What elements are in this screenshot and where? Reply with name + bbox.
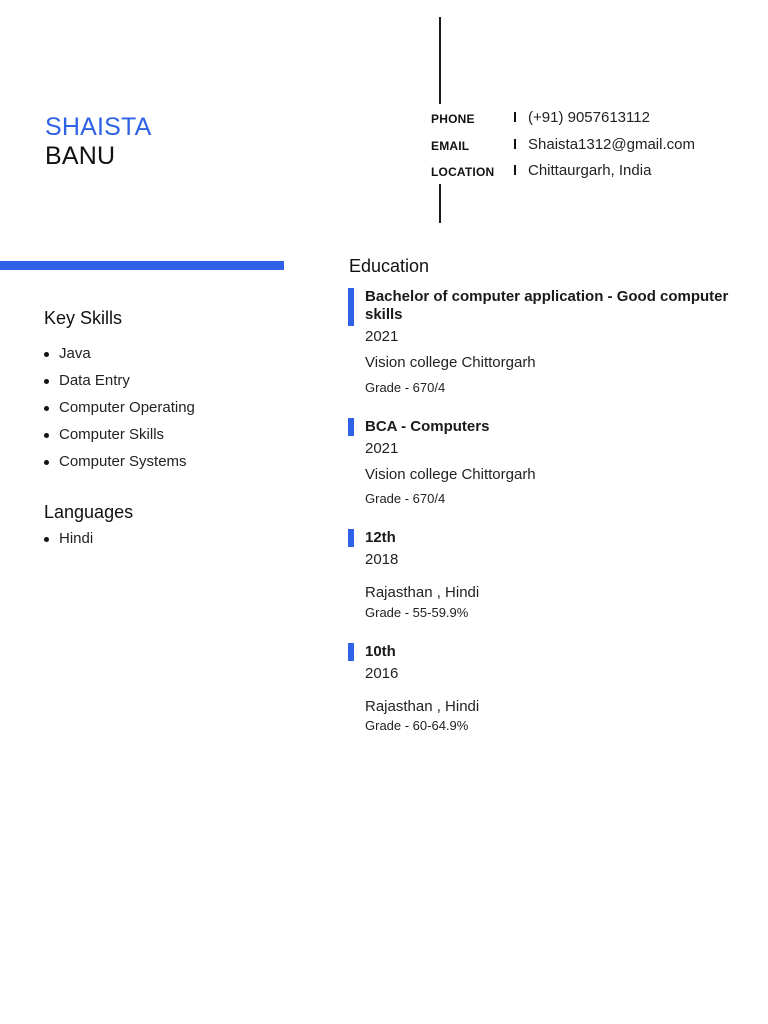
contact-value: (+91) 9057613112 xyxy=(528,109,650,126)
education-title: Education xyxy=(349,256,430,276)
education-year: 2021 xyxy=(365,328,399,345)
education-year: 2016 xyxy=(365,665,399,682)
education-degree: BCA - Computers xyxy=(365,418,490,435)
education-marker xyxy=(348,288,354,326)
contact-separator xyxy=(514,139,516,149)
last-name: BANU xyxy=(45,142,116,170)
education-grade: Grade - 55-59.9% xyxy=(365,605,469,620)
divider-line-top xyxy=(439,17,441,104)
divider-line-bottom xyxy=(439,184,441,223)
education-entry xyxy=(348,643,748,737)
education-year: 2018 xyxy=(365,551,399,568)
language-item: Hindi xyxy=(44,530,93,557)
contact-separator xyxy=(514,165,516,175)
skill-item: Data Entry xyxy=(44,372,195,399)
contact-label: PHONE xyxy=(431,112,475,126)
education-school: Rajasthan , Hindi xyxy=(365,584,480,601)
education-marker xyxy=(348,529,354,547)
education-school: Vision college Chittorgarh xyxy=(365,354,536,371)
skills-list xyxy=(44,345,195,480)
education-school: Vision college Chittorgarh xyxy=(365,466,536,483)
skills-title: Key Skills xyxy=(44,308,123,328)
contact-phone xyxy=(431,109,761,131)
first-name: SHAISTA xyxy=(45,113,152,141)
contact-value: Shaista1312@gmail.com xyxy=(528,136,695,153)
education-entry xyxy=(348,529,748,623)
education-school: Rajasthan , Hindi xyxy=(365,698,480,715)
languages-list xyxy=(44,530,93,557)
contact-label: LOCATION xyxy=(431,165,495,179)
education-grade: Grade - 670/4 xyxy=(365,491,446,506)
skill-item: Computer Operating xyxy=(44,399,195,426)
contact-label: EMAIL xyxy=(431,139,470,153)
education-marker xyxy=(348,418,354,436)
education-entry xyxy=(348,418,748,510)
accent-bar xyxy=(0,261,284,270)
contact-email xyxy=(431,136,761,158)
contact-separator xyxy=(514,112,516,122)
skill-item: Java xyxy=(44,345,195,372)
education-degree: 10th xyxy=(365,643,396,660)
education-degree: 12th xyxy=(365,529,396,546)
education-marker xyxy=(348,643,354,661)
education-entry xyxy=(348,288,748,398)
education-grade: Grade - 670/4 xyxy=(365,380,446,395)
education-degree: Bachelor of computer application - Good computer skills xyxy=(365,288,729,323)
education-year: 2021 xyxy=(365,440,399,457)
languages-title: Languages xyxy=(44,502,134,522)
skill-item: Computer Systems xyxy=(44,453,195,480)
contact-value: Chittaurgarh, India xyxy=(528,162,652,179)
skill-item: Computer Skills xyxy=(44,426,195,453)
education-grade: Grade - 60-64.9% xyxy=(365,718,469,733)
contact-location xyxy=(431,162,761,184)
